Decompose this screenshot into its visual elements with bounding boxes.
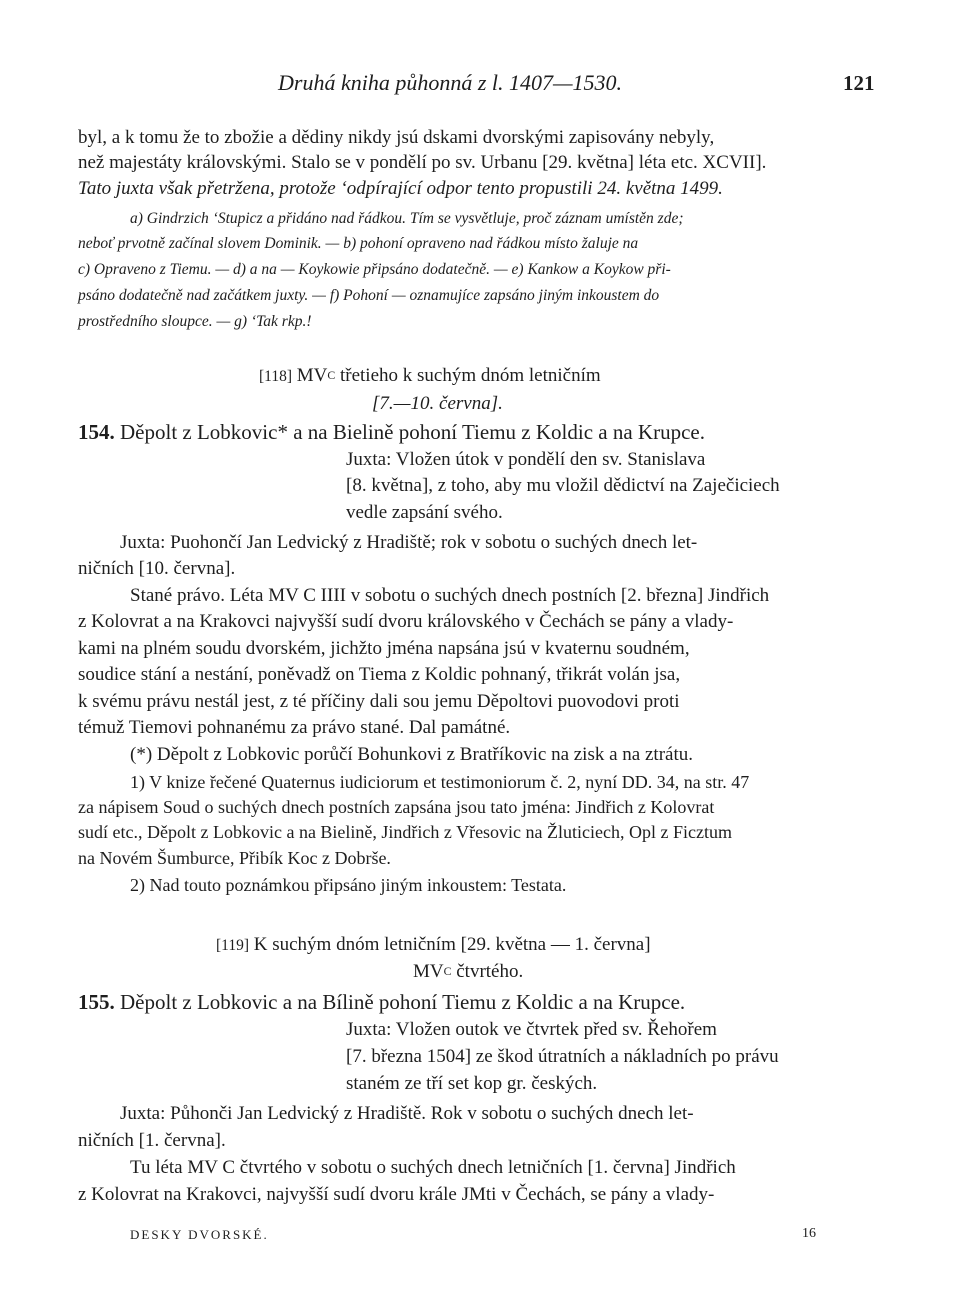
body-line: Juxta: Půhonči Jan Ledvický z Hradiště. Rok v sobotu o suchých dnech let- <box>120 1103 694 1124</box>
body-line: Stané právo. Léta MV C IIII v sobotu o suchých dnech postních [2. března] Jindřich <box>130 585 770 606</box>
juxta-line: Juxta: Vložen útok v pondělí den sv. Stanislava <box>346 449 706 470</box>
body-line: témuž Tiemovi pohnanému za právo stané. Dal památné. <box>78 717 511 738</box>
section-heading-date: [7.—10. června]. <box>372 393 503 414</box>
footnote-line: neboť prvotně začínal slovem Dominik. — b) pohoní opraveno nad řádkou místo žaluje na <box>78 235 639 252</box>
entry-text: Děpolt z Lobkovic a na Bílině pohoní Tiemu z Koldic a na Krupce. <box>120 990 686 1014</box>
entry-number: 154. <box>78 420 115 444</box>
footnote-line: 1) V knize řečené Quaternus iudiciorum et testimoniorum č. 2, nyní DD. 34, na str. 47 <box>130 772 750 792</box>
footnote-line: na Novém Šumburce, Přibík Koc z Dobrše. <box>78 848 391 868</box>
heading-text: čtvrtého. <box>456 961 524 982</box>
section-heading-year <box>413 962 523 981</box>
footnote-line: sudí etc., Děpolt z Lobkovic a na Bielině, Jindřich z Vřesovic na Žluticiech, Opl z Ficztum <box>78 822 732 842</box>
body-line: kami na plném soudu dvorském, jichžto jména napsána jsú v kvaternu soudném, <box>78 638 690 659</box>
entry-line <box>78 992 685 1013</box>
body-line: Juxta: Puohončí Jan Ledvický z Hradiště; rok v sobotu o suchých dnech let- <box>120 532 698 553</box>
year-sup: C <box>443 964 452 978</box>
footnote-line: 2) Nad touto poznámkou připsáno jiným inkoustem: Testata. <box>130 875 567 895</box>
juxta-line: staném ze tří set kop gr. českých. <box>346 1073 598 1094</box>
text-span: byl, a k tomu že to zbožie a dědiny nikdy jsú dskami dvorskými zapisovány nebyly, <box>78 127 715 148</box>
intro-line <box>78 128 880 147</box>
entry-text: Děpolt z Lobkovic* a na Bielině pohoní Tiemu z Koldic a na Krupce. <box>120 420 705 444</box>
running-header: Druhá kniha půhonná z l. 1407—1530. <box>278 70 623 95</box>
intro-line: než majestáty královskými. Stalo se v pondělí po sv. Urbanu [29. května] léta etc. XCVII]. <box>78 152 767 173</box>
juxta-line: [7. března 1504] ze škod útratních a nákladních po právu <box>346 1046 779 1067</box>
body-line: k svému právu nestál jest, z té příčiny dali sou jemu Děpoltovi puovodovi proti <box>78 691 680 712</box>
body-line: Tu léta MV C čtvrtého v sobotu o suchých dnech letničních [1. června] Jindřich <box>130 1157 736 1178</box>
body-line: z Kolovrat a na Krakovci najvyšší sudí dvoru královského v Čechách se pány a vlady- <box>78 611 734 632</box>
footnote-line: psáno dodatečně nad začátkem juxty. — f) Pohoní — oznamujíce zapsáno jiným inkoustem do <box>78 287 660 304</box>
body-line: z Kolovrat na Krakovci, najvyšší sudí dvoru krále JMti v Čechách, se pány a vlady- <box>78 1184 715 1205</box>
page-number: 121 <box>843 71 875 95</box>
footer-sheet-number: 16 <box>802 1226 816 1241</box>
body-line: (*) Děpolt z Lobkovic porůčí Bohunkovi z Bratříkovic na zisk a na ztrátu. <box>130 744 693 765</box>
entry-line <box>78 422 705 443</box>
footnote-line: c) Opraveno z Tiemu. — d) a na — Koykowie připsáno dodatečně. — e) Kankow a Koykow při- <box>78 261 671 278</box>
juxta-line: Juxta: Vložen outok ve čtvrtek před sv. Řehořem <box>346 1019 717 1040</box>
body-line: ničních [10. června]. <box>78 558 236 579</box>
heading-text: třetieho k suchým dnóm letničním <box>339 365 601 386</box>
juxta-line: vedle zapsání svého. <box>346 502 503 523</box>
body-line: soudice stání a nestání, poněvadž on Tiema z Koldic pohnaný, třikrát volán jsa, <box>78 664 681 685</box>
intro-line: Tato juxta však přetržena, protože ‘odpírající odpor tento propustili 24. května 1499. <box>78 178 723 199</box>
juxta-line: [8. května], z toho, aby mu vložil dědictví na Zaječiciech <box>346 475 780 496</box>
folio-ref: [118] <box>259 368 292 385</box>
footnote-line: za nápisem Soud o suchých dnech postních zapsána jsou tato jména: Jindřich z Kolovrat <box>78 797 715 817</box>
year-mv: MV <box>413 961 444 982</box>
heading-text: K suchým dnóm letničním [29. května — 1. června] <box>253 934 651 955</box>
year-mv: MV <box>296 365 328 386</box>
body-line: ničních [1. června]. <box>78 1130 226 1151</box>
folio-ref: [119] <box>216 937 249 954</box>
footer-signature: DESKY DVORSKÉ. <box>130 1227 269 1242</box>
section-heading <box>259 366 601 385</box>
footnote-line: prostředního sloupce. — g) ‘Tak rkp.! <box>78 313 312 330</box>
year-sup: C <box>327 368 336 382</box>
section-heading <box>216 935 651 954</box>
footnote-line: a) Gindrzich ‘Stupicz a přidáno nad řádkou. Tím se vysvětluje, proč záznam umístěn zde; <box>130 210 684 227</box>
entry-number: 155. <box>78 990 115 1014</box>
